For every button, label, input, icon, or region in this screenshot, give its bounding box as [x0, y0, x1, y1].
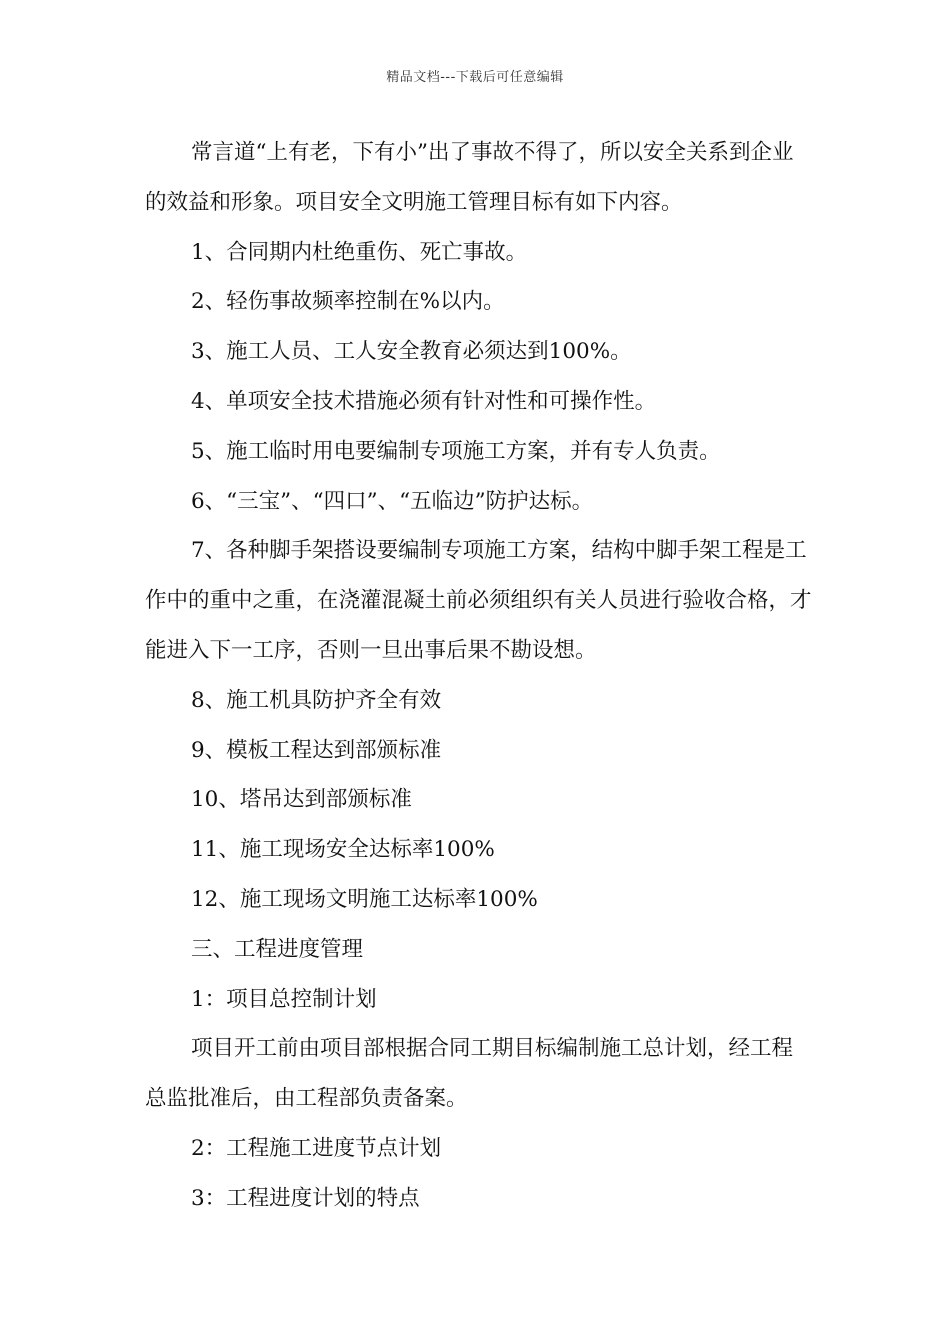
- paragraph-item-2: 2、轻伤事故频率控制在%以内。: [191, 289, 505, 315]
- paragraph-item-10: 10、塔吊达到部颁标准: [191, 787, 412, 813]
- paragraph-item-3: 3、施工人员、工人安全教育必须达到100%。: [191, 339, 632, 365]
- paragraph-item-11: 11、施工现场安全达标率100%: [191, 837, 495, 863]
- paragraph-item-7: 7、各种脚手架搭设要编制专项施工方案，结构中脚手架工程是工作中的重中之重，在浇灌混凝土前必须组织有关人员进行验收合格，才能进入下一工序，否则一旦出事后果不勘设想。: [145, 538, 812, 663]
- paragraph-item-6: 6、“三宝”、“四口”、“五临边”防护达标。: [191, 488, 594, 514]
- paragraph-master-plan: 项目开工前由项目部根据合同工期目标编制施工总计划，经工程总监批准后，由工程部负责备案。: [145, 1036, 794, 1112]
- document-body: [145, 128, 813, 1224]
- subheading-milestone-plan: 2：工程施工进度节点计划: [191, 1135, 442, 1161]
- paragraph-item-1: 1、合同期内杜绝重伤、死亡事故。: [191, 239, 528, 265]
- paragraph-item-12: 12、施工现场文明施工达标率100%: [191, 886, 538, 912]
- paragraph-item-9: 9、模板工程达到部颁标准: [191, 737, 442, 763]
- paragraph-item-4: 4、单项安全技术措施必须有针对性和可操作性。: [191, 388, 657, 414]
- paragraph-item-8: 8、施工机具防护齐全有效: [191, 687, 442, 713]
- paragraph-intro: 常言道“上有老，下有小”出了事故不得了，所以安全关系到企业的效益和形象。项目安全文明施工管理目标有如下内容。: [145, 140, 794, 215]
- subheading-plan-features: 3：工程进度计划的特点: [191, 1185, 420, 1211]
- subheading-master-plan: 1：项目总控制计划: [191, 986, 377, 1012]
- page-header: 精品文档---下载后可任意编辑: [386, 70, 564, 85]
- section-heading-progress: 三、工程进度管理: [191, 936, 364, 962]
- paragraph-item-5: 5、施工临时用电要编制专项施工方案，并有专人负责。: [191, 438, 721, 464]
